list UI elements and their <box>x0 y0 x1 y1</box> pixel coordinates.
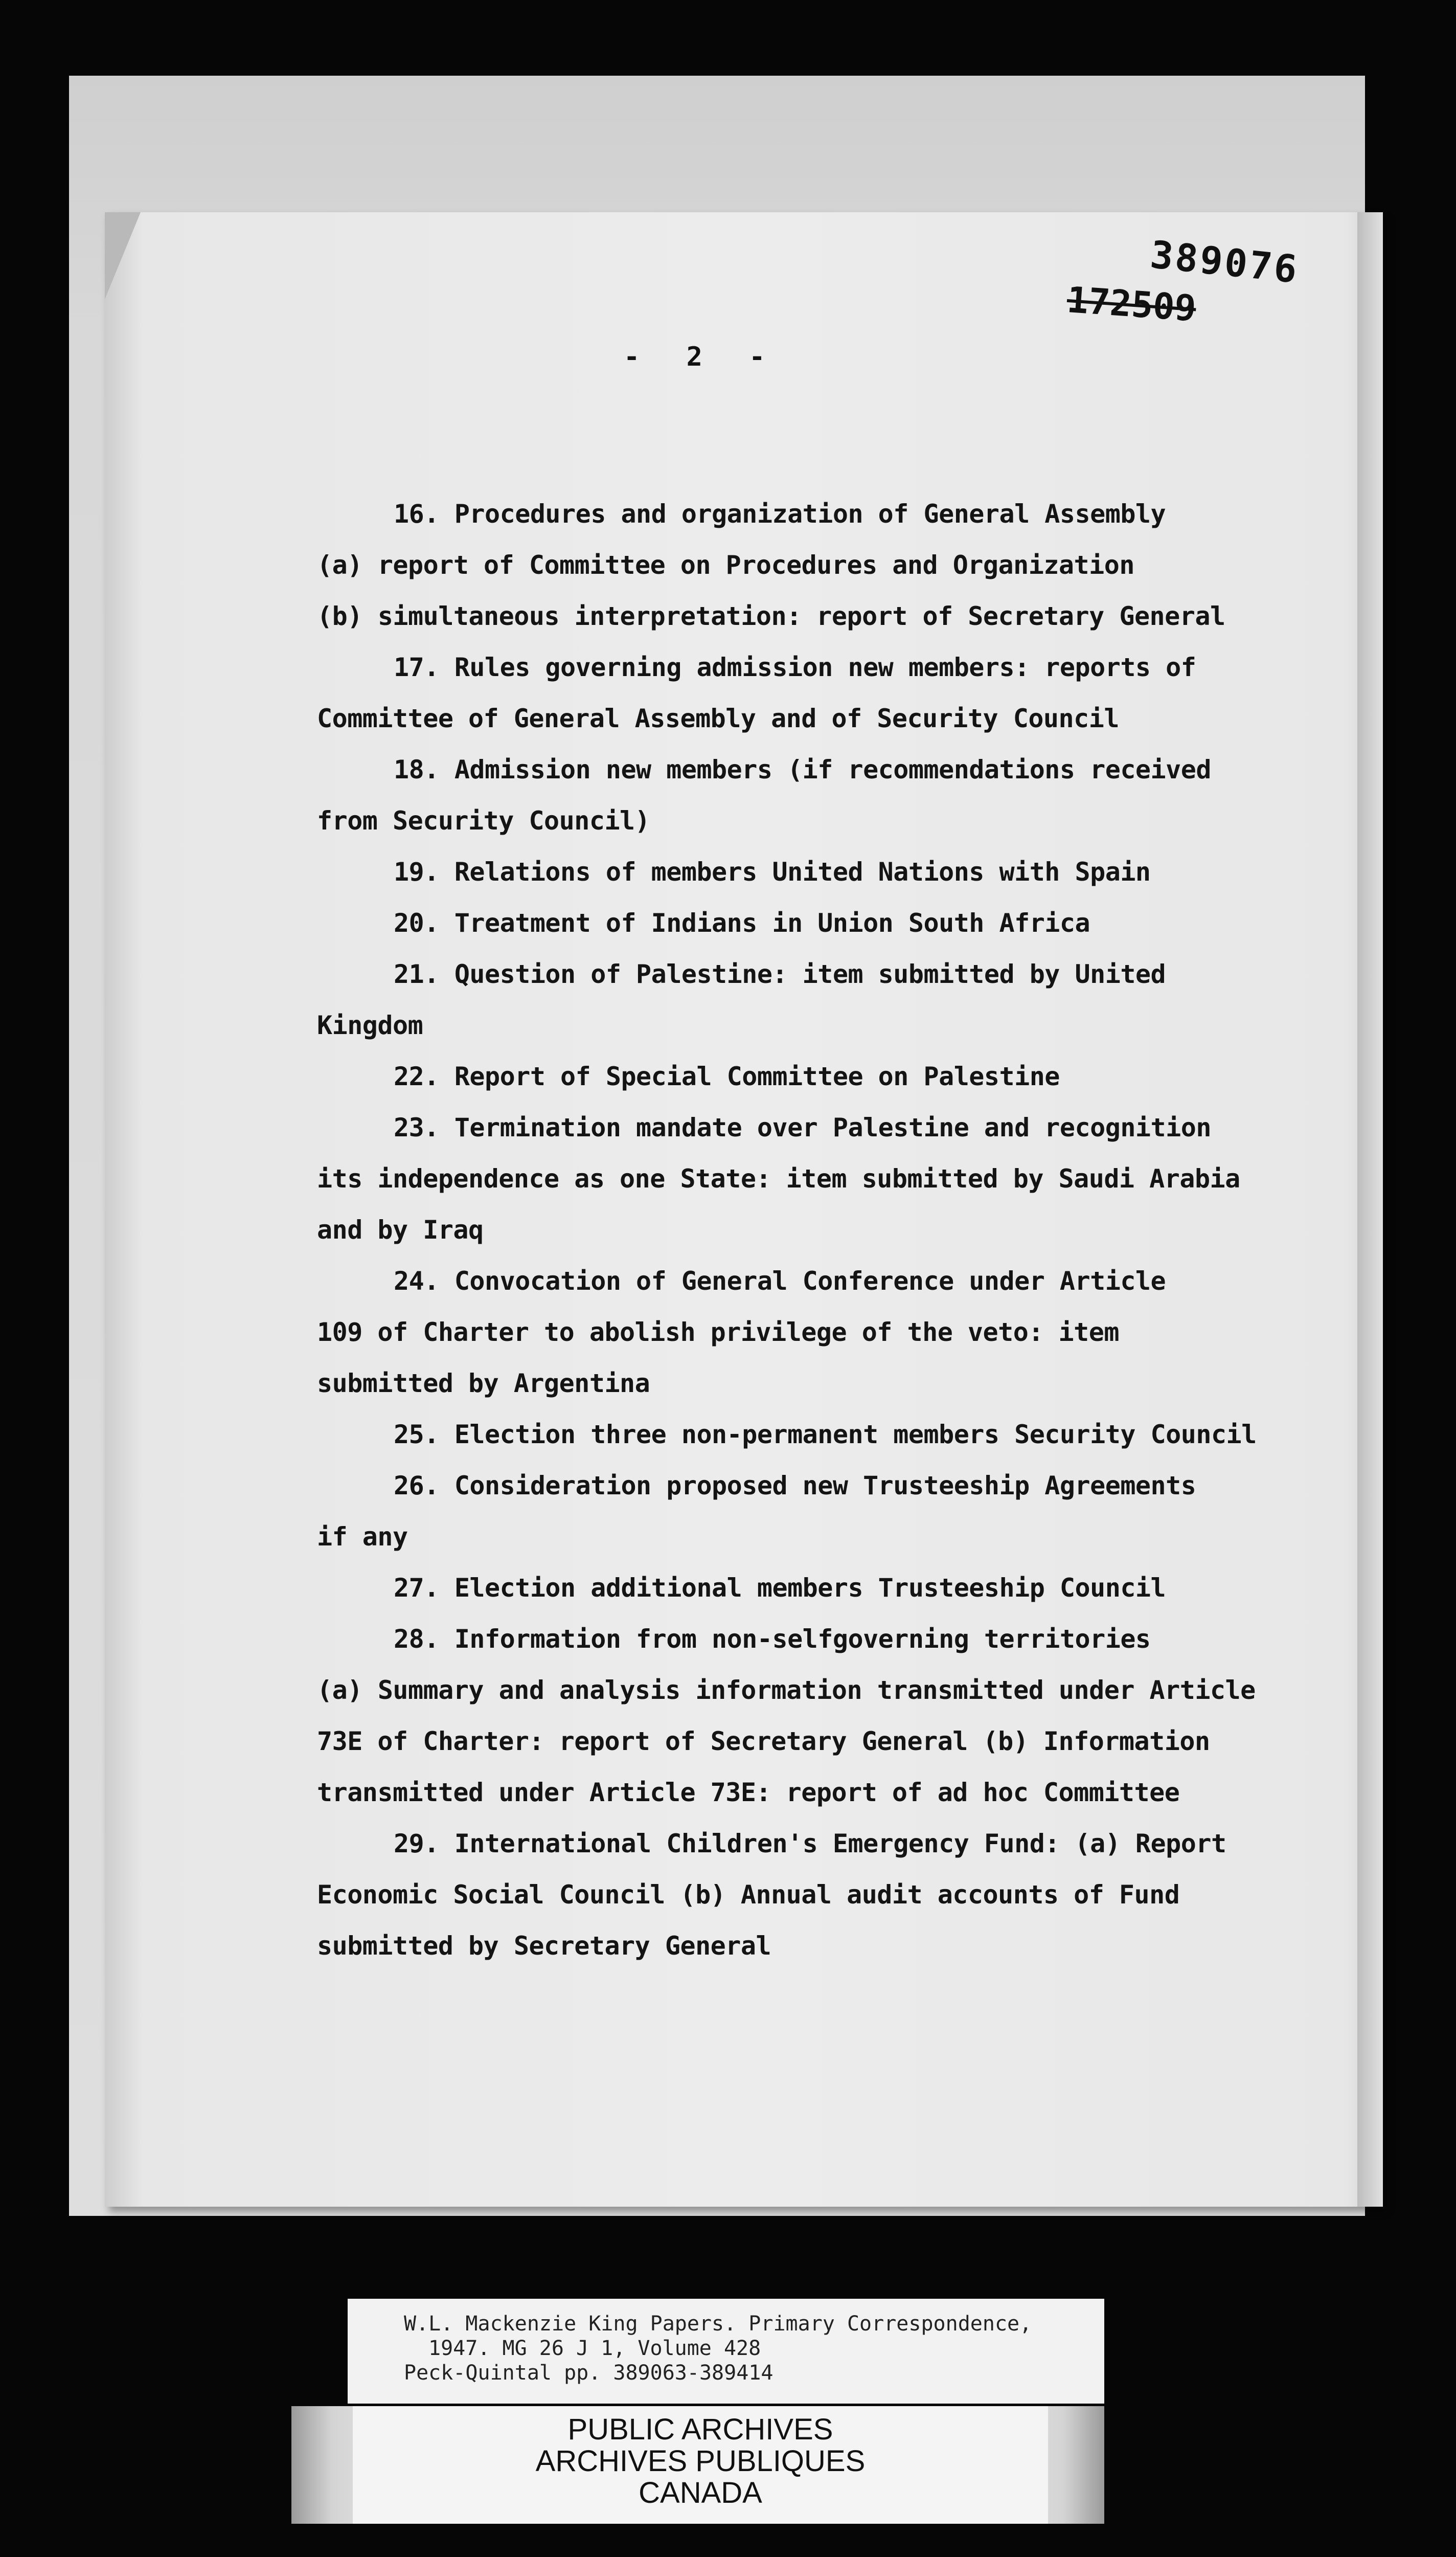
agenda-line <box>317 693 1329 744</box>
agenda-item-number: 18. <box>394 755 439 784</box>
stamp-line: PUBLIC ARCHIVES <box>567 2413 833 2446</box>
agenda-item-number: 21. <box>394 959 439 989</box>
agenda-line <box>317 1869 1329 1920</box>
catalog-text <box>404 2312 1120 2385</box>
agenda-item-text: Termination mandate over Palestine and recognition <box>454 1113 1211 1142</box>
agenda-line <box>317 1665 1329 1716</box>
agenda-line <box>317 540 1329 591</box>
agenda-item-text: Committee of General Assembly and of Security Council <box>317 704 1119 733</box>
agenda-item-text: Election additional members Trusteeship Council <box>454 1573 1166 1603</box>
agenda-item-text: if any <box>317 1522 408 1552</box>
agenda-item-text: 73E of Charter: report of Secretary General (b) Information <box>317 1726 1210 1756</box>
agenda-item-text: Relations of members United Nations with Spain <box>454 857 1151 887</box>
agenda-line <box>317 1255 1329 1307</box>
catalog-line: W.L. Mackenzie King Papers. Primary Correspondence, <box>404 2312 1032 2336</box>
agenda-line <box>317 591 1329 642</box>
agenda-line <box>317 1613 1329 1665</box>
agenda-item-number: 26. <box>394 1471 439 1500</box>
agenda-line <box>317 1409 1329 1460</box>
agenda-item-text: Procedures and organization of General Assembly <box>454 499 1166 529</box>
agenda-line <box>317 1051 1329 1102</box>
agenda-item-text: Information from non-selfgoverning territories <box>454 1624 1151 1654</box>
agenda-line <box>317 1818 1329 1869</box>
agenda-item-text: submitted by Argentina <box>317 1369 650 1398</box>
agenda-item-text: simultaneous interpretation: report of Secretary General <box>377 601 1225 631</box>
agenda-line <box>317 1920 1329 1971</box>
page-edge <box>1357 212 1383 2207</box>
agenda-line <box>317 898 1329 949</box>
agenda-line <box>317 1716 1329 1767</box>
agenda-item-number: 20. <box>394 908 439 938</box>
agenda-item-text: report of Committee on Procedures and Organization <box>377 550 1134 580</box>
agenda-item-text: Election three non-permanent members Security Council <box>454 1420 1257 1449</box>
agenda-item-text: Admission new members (if recommendations received <box>454 755 1211 784</box>
agenda-item-text: Treatment of Indians in Union South Africa <box>454 908 1090 938</box>
agenda-line <box>317 488 1329 540</box>
crossed-out-number: 172509 <box>1065 279 1198 330</box>
agenda-line <box>317 744 1329 795</box>
agenda-item-number: 22. <box>394 1062 439 1091</box>
agenda-item-number: 29. <box>394 1829 439 1858</box>
agenda-line <box>317 1767 1329 1818</box>
agenda-item-text: Question of Palestine: item submitted by United <box>454 959 1166 989</box>
agenda-item-text: Report of Special Committee on Palestine <box>454 1062 1060 1091</box>
agenda-item-number: 27. <box>394 1573 439 1603</box>
stamp-line: CANADA <box>639 2476 762 2509</box>
agenda-list <box>317 488 1329 1971</box>
agenda-item-text: 109 of Charter to abolish privilege of the veto: item <box>317 1317 1119 1347</box>
agenda-line <box>317 846 1329 898</box>
agenda-item-text: and by Iraq <box>317 1215 484 1245</box>
agenda-item-number: 24. <box>394 1266 439 1296</box>
agenda-item-text: International Children's Emergency Fund: (a) Report <box>454 1829 1226 1858</box>
agenda-item-text: Consideration proposed new Trusteeship Agreements <box>454 1471 1196 1500</box>
agenda-line <box>317 1204 1329 1255</box>
agenda-line <box>317 642 1329 693</box>
agenda-item-number: 28. <box>394 1624 439 1654</box>
archive-stamp-text <box>353 2414 1048 2509</box>
stamp-line: ARCHIVES PUBLIQUES <box>535 2444 866 2478</box>
agenda-item-number: (a) <box>317 1675 362 1705</box>
page-number: - 2 - <box>624 342 781 372</box>
catalog-line: Peck-Quintal pp. 389063-389414 <box>404 2361 774 2385</box>
agenda-item-text: its independence as one State: item submitted by Saudi Arabia <box>317 1164 1240 1194</box>
agenda-item-text: Convocation of General Conference under Article <box>454 1266 1166 1296</box>
agenda-item-number: 17. <box>394 653 439 682</box>
agenda-line <box>317 1102 1329 1153</box>
agenda-item-number: 25. <box>394 1420 439 1449</box>
agenda-item-text: from Security Council) <box>317 806 650 836</box>
agenda-item-number: 23. <box>394 1113 439 1142</box>
agenda-line <box>317 1460 1329 1511</box>
page-corner-fold <box>105 212 141 299</box>
catalog-line: 1947. MG 26 J 1, Volume 428 <box>428 2337 761 2360</box>
agenda-line <box>317 1307 1329 1358</box>
agenda-line <box>317 1358 1329 1409</box>
agenda-item-number: (a) <box>317 550 362 580</box>
agenda-line <box>317 949 1329 1000</box>
archive-number: 389076 <box>1148 233 1301 292</box>
agenda-line <box>317 1511 1329 1562</box>
agenda-item-text: Kingdom <box>317 1011 423 1040</box>
agenda-item-text: Economic Social Council (b) Annual audit accounts of Fund <box>317 1880 1180 1910</box>
agenda-item-number: (b) <box>317 601 362 631</box>
agenda-item-number: 16. <box>394 499 439 529</box>
agenda-line <box>317 1562 1329 1613</box>
agenda-item-number: 19. <box>394 857 439 887</box>
agenda-item-text: Rules governing admission new members: reports of <box>454 653 1196 682</box>
agenda-line <box>317 1000 1329 1051</box>
agenda-item-text: submitted by Secretary General <box>317 1931 771 1961</box>
agenda-line <box>317 1153 1329 1204</box>
agenda-line <box>317 795 1329 846</box>
agenda-item-text: transmitted under Article 73E: report of ad hoc Committee <box>317 1778 1180 1807</box>
agenda-item-text: Summary and analysis information transmitted under Article <box>377 1675 1256 1705</box>
